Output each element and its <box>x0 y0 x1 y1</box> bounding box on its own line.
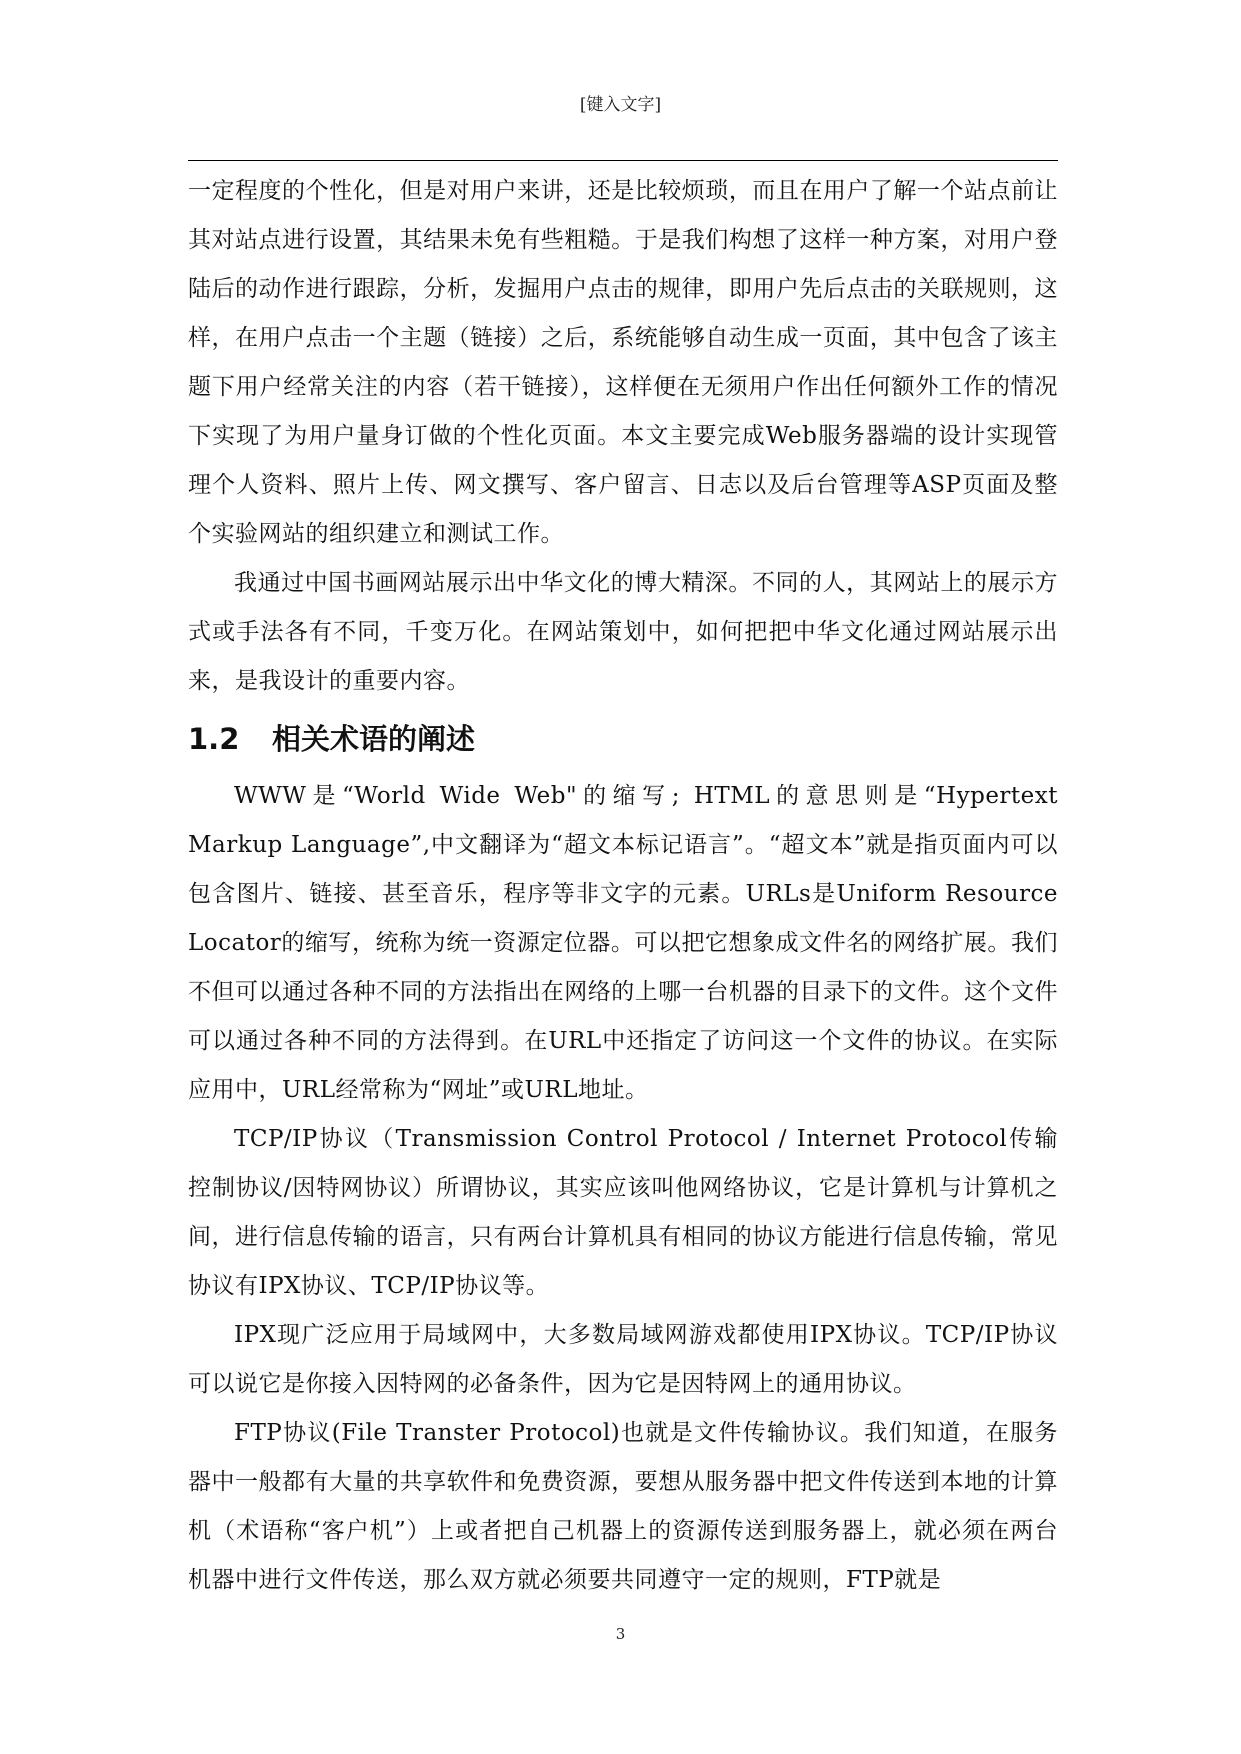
page-header: [键入文字] <box>579 95 662 115</box>
section-number: 1.2 <box>188 722 240 756</box>
body-paragraph: IPX现广泛应用于局域网中，大多数局域网游戏都使用IPX协议。TCP/IP协议可以说它是你接入因特网的必备条件，因为它是因特网上的通用协议。 <box>188 1322 1058 1397</box>
document-body <box>188 167 1058 1605</box>
body-paragraph: 一定程度的个性化，但是对用户来讲，还是比较烦琐，而且在用户了解一个站点前让其对站点进行设置，其结果未免有些粗糙。于是我们构想了这样一种方案，对用户登陆后的动作进行跟踪，分析，发掘用户点击的规律，即用户先后点击的关联规则，这样，在用户点击一个主题（链接）之后，系统能够自动生成一页面，其中包含了该主题下用户经常关注的内容（若干链接），这样便在无须用户作出任何额外工作的情况下实现了为用户量身订做的个性化页面。本文主要完成Web服务器端的设计实现管理个人资料、照片上传、网文撰写、客户留言、日志以及后台管理等ASP页面及整个实验网站的组织建立和测试工作。 <box>188 178 1058 547</box>
body-paragraph: WWW是“World Wide Web"的缩写; HTML的意思则是“Hypertext Markup Language”,中文翻译为“超文本标记语言”。“超文本”就是指页面内可以包含图片、链接、甚至音乐，程序等非文字的元素。URLs是Uniform Resource Locator的缩写，统称为统一资源定位器。可以把它想象成文件名的网络扩展。我们不但可以通过各种不同的方法指出在网络的上哪一台机器的目录下的文件。这个文件可以通过各种不同的方法得到。在URL中还指定了访问这一个文件的协议。在实际应用中，URL经常称为“网址”或URL地址。 <box>188 783 1058 1103</box>
header-divider <box>188 160 1058 161</box>
section-title: 相关术语的阐述 <box>272 722 476 756</box>
page-number: 3 <box>615 1625 626 1643</box>
body-paragraph: 我通过中国书画网站展示出中华文化的博大精深。不同的人，其网站上的展示方式或手法各有不同，千变万化。在网站策划中，如何把把中华文化通过网站展示出来，是我设计的重要内容。 <box>188 570 1058 694</box>
body-paragraph: TCP/IP协议（Transmission Control Protocol / Internet Protocol传输控制协议/因特网协议）所谓协议，其实应该叫他网络协议，它是计算机与计算机之间，进行信息传输的语言，只有两台计算机具有相同的协议方能进行信息传输，常见协议有IPX协议、TCP/IP协议等。 <box>188 1126 1058 1299</box>
section-heading <box>188 706 1058 772</box>
body-paragraph: FTP协议(File Transter Protocol)也就是文件传输协议。我们知道，在服务器中一般都有大量的共享软件和免费资源，要想从服务器中把文件传送到本地的计算机（术语称“客户机”）上或者把自己机器上的资源传送到服务器上，就必须在两台机器中进行文件传送，那么双方就必须要共同遵守一定的规则，FTP就是 <box>188 1420 1058 1593</box>
